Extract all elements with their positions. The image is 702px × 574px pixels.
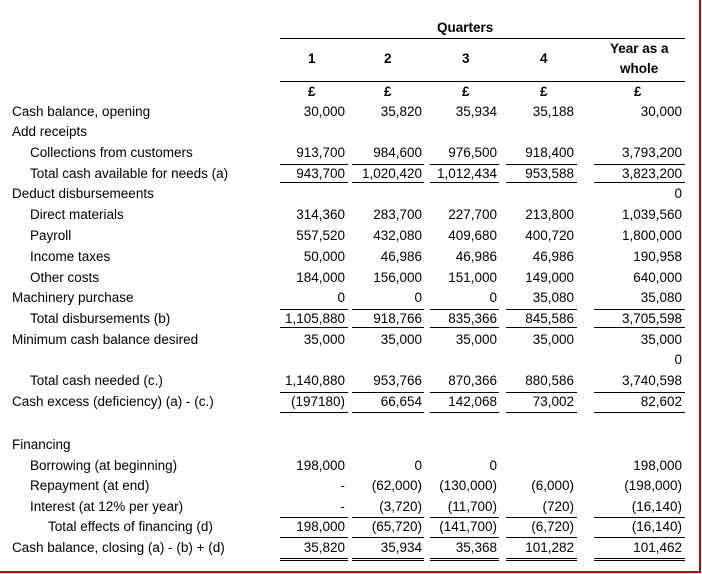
cell-q3: 151,000	[448, 270, 497, 285]
cell-q4: 845,586	[525, 311, 574, 326]
row-label: Repayment (at end)	[30, 478, 150, 493]
cell-q2: 46,986	[380, 249, 422, 264]
double-rule-closing-q3	[430, 558, 499, 561]
cell-q4: 35,080	[532, 290, 574, 305]
quarters-heading: Quarters	[437, 20, 494, 35]
rule-above-total-financing-year	[594, 517, 685, 518]
row-deduct-disbursements	[0, 186, 699, 204]
cell-year: 1,800,000	[621, 228, 682, 243]
cell-q3: 976,500	[448, 145, 497, 160]
rule-above-cash-excess-q1	[280, 392, 348, 393]
rule-above-total-disbursements-q2	[352, 309, 424, 310]
cell-q2: (62,000)	[371, 478, 422, 493]
row-repayment	[0, 478, 699, 496]
rule-above-cash-excess-year	[594, 392, 685, 393]
cell-q4: 73,002	[532, 394, 574, 409]
cell-q2: 984,600	[373, 145, 422, 160]
currency-q2: £	[384, 84, 392, 99]
currency-year: £	[634, 84, 642, 99]
rule-below-total-financing-q1	[280, 537, 348, 538]
rule-above-total-available-year	[594, 164, 685, 165]
row-label: Borrowing (at beginning)	[30, 458, 178, 473]
row-label: Cash balance, closing (a) - (b) + (d)	[12, 540, 225, 555]
cell-q2: 953,766	[373, 373, 422, 388]
cell-q4: 400,720	[525, 228, 574, 243]
rule-above-total-financing-q1	[280, 517, 348, 518]
cell-year: 640,000	[633, 270, 682, 285]
cell-q3: 0	[489, 290, 497, 305]
cell-q2: 0	[414, 290, 422, 305]
cell-year: 1,039,560	[621, 207, 682, 222]
rule-above-total-disbursements-q3	[430, 309, 499, 310]
cell-year: 35,080	[640, 290, 682, 305]
cell-q1: 50,000	[303, 249, 345, 264]
rule-below-total-disbursements-q4	[506, 327, 577, 328]
cell-q4: 213,800	[525, 207, 574, 222]
row-label: Interest (at 12% per year)	[30, 499, 184, 514]
cell-q4: (6,720)	[531, 519, 574, 534]
cell-q1: 557,520	[296, 228, 345, 243]
cell-q4: 35,188	[532, 104, 574, 119]
column-header-q4: 4	[540, 51, 548, 66]
row-other-costs	[0, 270, 699, 288]
rule-above-total-disbursements-year	[594, 309, 685, 310]
cell-q2: 283,700	[373, 207, 422, 222]
row-label: Minimum cash balance desired	[12, 332, 199, 347]
row-blank-zero	[0, 352, 699, 370]
column-header-year-line2: whole	[620, 61, 659, 76]
cell-q3: 1,012,434	[436, 166, 497, 181]
rule-below-cash-excess-year	[594, 412, 685, 413]
rule-below-total-available-q1	[280, 182, 348, 183]
rule-above-cash-excess-q4	[506, 392, 577, 393]
row-label: Total effects of financing (d)	[48, 519, 213, 534]
cell-q1: 1,140,880	[284, 373, 345, 388]
row-borrowing	[0, 458, 699, 476]
cell-q1: 198,000	[296, 519, 345, 534]
cell-year: 3,705,598	[621, 311, 682, 326]
double-rule-closing-q1	[280, 558, 348, 561]
cell-q2: 35,000	[380, 332, 422, 347]
rule-above-total-available-q1	[280, 164, 348, 165]
cell-q2: 1,020,420	[361, 166, 422, 181]
rule-below-total-available-year	[594, 182, 685, 183]
rule-below-total-disbursements-q2	[352, 327, 424, 328]
rule-below-total-financing-q4	[506, 537, 577, 538]
cell-q1: 35,000	[303, 332, 345, 347]
rule-below-total-financing-year	[594, 537, 685, 538]
row-collections-from-customers	[0, 145, 699, 163]
rule-above-total-available-q4	[506, 164, 577, 165]
rule-below-cash-excess-q3	[430, 412, 499, 413]
cell-year: 82,602	[640, 394, 682, 409]
column-header-year-line1: Year as a	[610, 41, 669, 56]
row-label: Payroll	[30, 228, 72, 243]
row-cash-balance-opening	[0, 104, 699, 122]
double-rule-closing-year	[594, 558, 685, 561]
rule-below-cash-excess-q2	[352, 412, 424, 413]
rule-below-total-disbursements-q3	[430, 327, 499, 328]
cell-q4: 953,588	[525, 166, 574, 181]
rule-above-total-disbursements-q4	[506, 309, 577, 310]
row-label: Total disbursements (b)	[30, 311, 171, 326]
rule-above-total-financing-q3	[430, 517, 499, 518]
row-label: Income taxes	[30, 249, 111, 264]
cell-q3: 46,986	[455, 249, 497, 264]
cell-q2: (3,720)	[379, 499, 422, 514]
cell-q4: 46,986	[532, 249, 574, 264]
double-rule-closing-q4	[506, 558, 577, 561]
cell-q2: 35,820	[380, 104, 422, 119]
rule-below-cash-excess-q1	[280, 412, 348, 413]
row-label: Total cash available for needs (a)	[30, 166, 229, 181]
row-income-taxes	[0, 249, 699, 267]
row-label: Financing	[12, 437, 71, 452]
cell-q1: 943,700	[296, 166, 345, 181]
cell-q1: 35,820	[303, 540, 345, 555]
row-label: Direct materials	[30, 207, 124, 222]
row-payroll	[0, 228, 699, 246]
row-label: Deduct disbursemeents	[12, 186, 154, 201]
cell-q1: (197180)	[290, 394, 345, 409]
cell-year: 35,000	[640, 332, 682, 347]
rule-below-total-available-q3	[430, 182, 499, 183]
cell-year: (16,140)	[631, 499, 682, 514]
double-rule-closing-q2	[352, 558, 424, 561]
cell-q3: 835,366	[448, 311, 497, 326]
row-direct-materials	[0, 207, 699, 225]
cell-year: 30,000	[640, 104, 682, 119]
cell-q1: 314,360	[296, 207, 345, 222]
cell-q3: 35,368	[455, 540, 497, 555]
rule-below-total-available-q4	[506, 182, 577, 183]
cell-q4: (6,000)	[531, 478, 574, 493]
cell-q3: (141,700)	[439, 519, 497, 534]
cell-q4: 918,400	[525, 145, 574, 160]
rule-below-total-disbursements-year	[594, 327, 685, 328]
cell-q4: 101,282	[525, 540, 574, 555]
currency-q4: £	[540, 84, 548, 99]
cell-q2: 35,934	[380, 540, 422, 555]
currency-q3: £	[462, 84, 470, 99]
cell-year: (198,000)	[624, 478, 682, 493]
row-label: Cash balance, opening	[12, 104, 151, 119]
cell-q4: 880,586	[525, 373, 574, 388]
row-label: Total cash needed (c.)	[30, 373, 163, 388]
row-total-effects-of-financing	[0, 519, 699, 537]
rule-above-cash-excess-q2	[352, 392, 424, 393]
row-label: Cash excess (deficiency) (a) - (c.)	[12, 394, 214, 409]
row-add-receipts	[0, 124, 699, 142]
cell-q1: 1,105,880	[284, 311, 345, 326]
row-minimum-cash-balance	[0, 332, 699, 350]
column-header-q3: 3	[462, 51, 470, 66]
row-machinery-purchase	[0, 290, 699, 308]
row-cash-excess-deficiency	[0, 394, 699, 412]
rule-below-total-financing-q2	[352, 537, 424, 538]
cell-year: 3,793,200	[621, 145, 682, 160]
cell-q2: 432,080	[373, 228, 422, 243]
cell-q4: 35,000	[532, 332, 574, 347]
cell-year: (16,140)	[631, 519, 682, 534]
cell-q4: (720)	[542, 499, 574, 514]
rule-below-total-disbursements-q1	[280, 327, 348, 328]
cell-q1: 198,000	[296, 458, 345, 473]
cell-q2: 918,766	[373, 311, 422, 326]
rule-above-cash-excess-q3	[430, 392, 499, 393]
rule-above-total-available-q3	[430, 164, 499, 165]
cell-q2: 66,654	[380, 394, 422, 409]
cell-q1: 30,000	[303, 104, 345, 119]
cell-q2: (65,720)	[371, 519, 422, 534]
cell-q3: 409,680	[448, 228, 497, 243]
cell-q1: 184,000	[296, 270, 345, 285]
rule-below-total-financing-q3	[430, 537, 499, 538]
cell-q3: (130,000)	[439, 478, 497, 493]
cell-q3: 35,000	[455, 332, 497, 347]
cell-q4: 149,000	[525, 270, 574, 285]
row-interest	[0, 499, 699, 517]
cell-q1: -	[340, 499, 345, 514]
cell-year: 190,958	[633, 249, 682, 264]
row-financing-heading	[0, 437, 699, 455]
cell-year: 0	[674, 186, 682, 201]
cell-q2: 0	[414, 458, 422, 473]
cell-year: 3,823,200	[621, 166, 682, 181]
row-label: Machinery purchase	[12, 290, 134, 305]
cell-q1: -	[340, 478, 345, 493]
cell-year: 198,000	[633, 458, 682, 473]
row-cash-balance-closing	[0, 540, 699, 558]
cell-q2: 156,000	[373, 270, 422, 285]
row-label: Collections from customers	[30, 145, 193, 160]
currency-q1: £	[308, 84, 316, 99]
cell-q3: 870,366	[448, 373, 497, 388]
column-header-q2: 2	[384, 51, 392, 66]
cell-q3: 142,068	[448, 394, 497, 409]
cell-year: 3,740,598	[621, 373, 682, 388]
row-label: Other costs	[30, 270, 100, 285]
rule-below-total-available-q2	[352, 182, 424, 183]
cell-q1: 0	[337, 290, 345, 305]
column-header-rule	[280, 81, 685, 82]
column-header-q1: 1	[308, 51, 316, 66]
quarters-heading-rule	[280, 38, 685, 39]
rule-above-total-disbursements-q1	[280, 309, 348, 310]
cell-year: 0	[674, 352, 682, 367]
rule-above-total-available-q2	[352, 164, 424, 165]
rule-above-total-financing-q4	[506, 517, 577, 518]
cell-year: 101,462	[633, 540, 682, 555]
rule-above-total-financing-q2	[352, 517, 424, 518]
row-label: Add receipts	[12, 124, 88, 139]
cell-q1: 913,700	[296, 145, 345, 160]
row-total-cash-needed	[0, 373, 699, 391]
cell-q3: 227,700	[448, 207, 497, 222]
cell-q3: (11,700)	[447, 499, 497, 514]
cell-q3: 35,934	[455, 104, 497, 119]
rule-below-cash-excess-q4	[506, 412, 577, 413]
cell-q3: 0	[489, 458, 497, 473]
